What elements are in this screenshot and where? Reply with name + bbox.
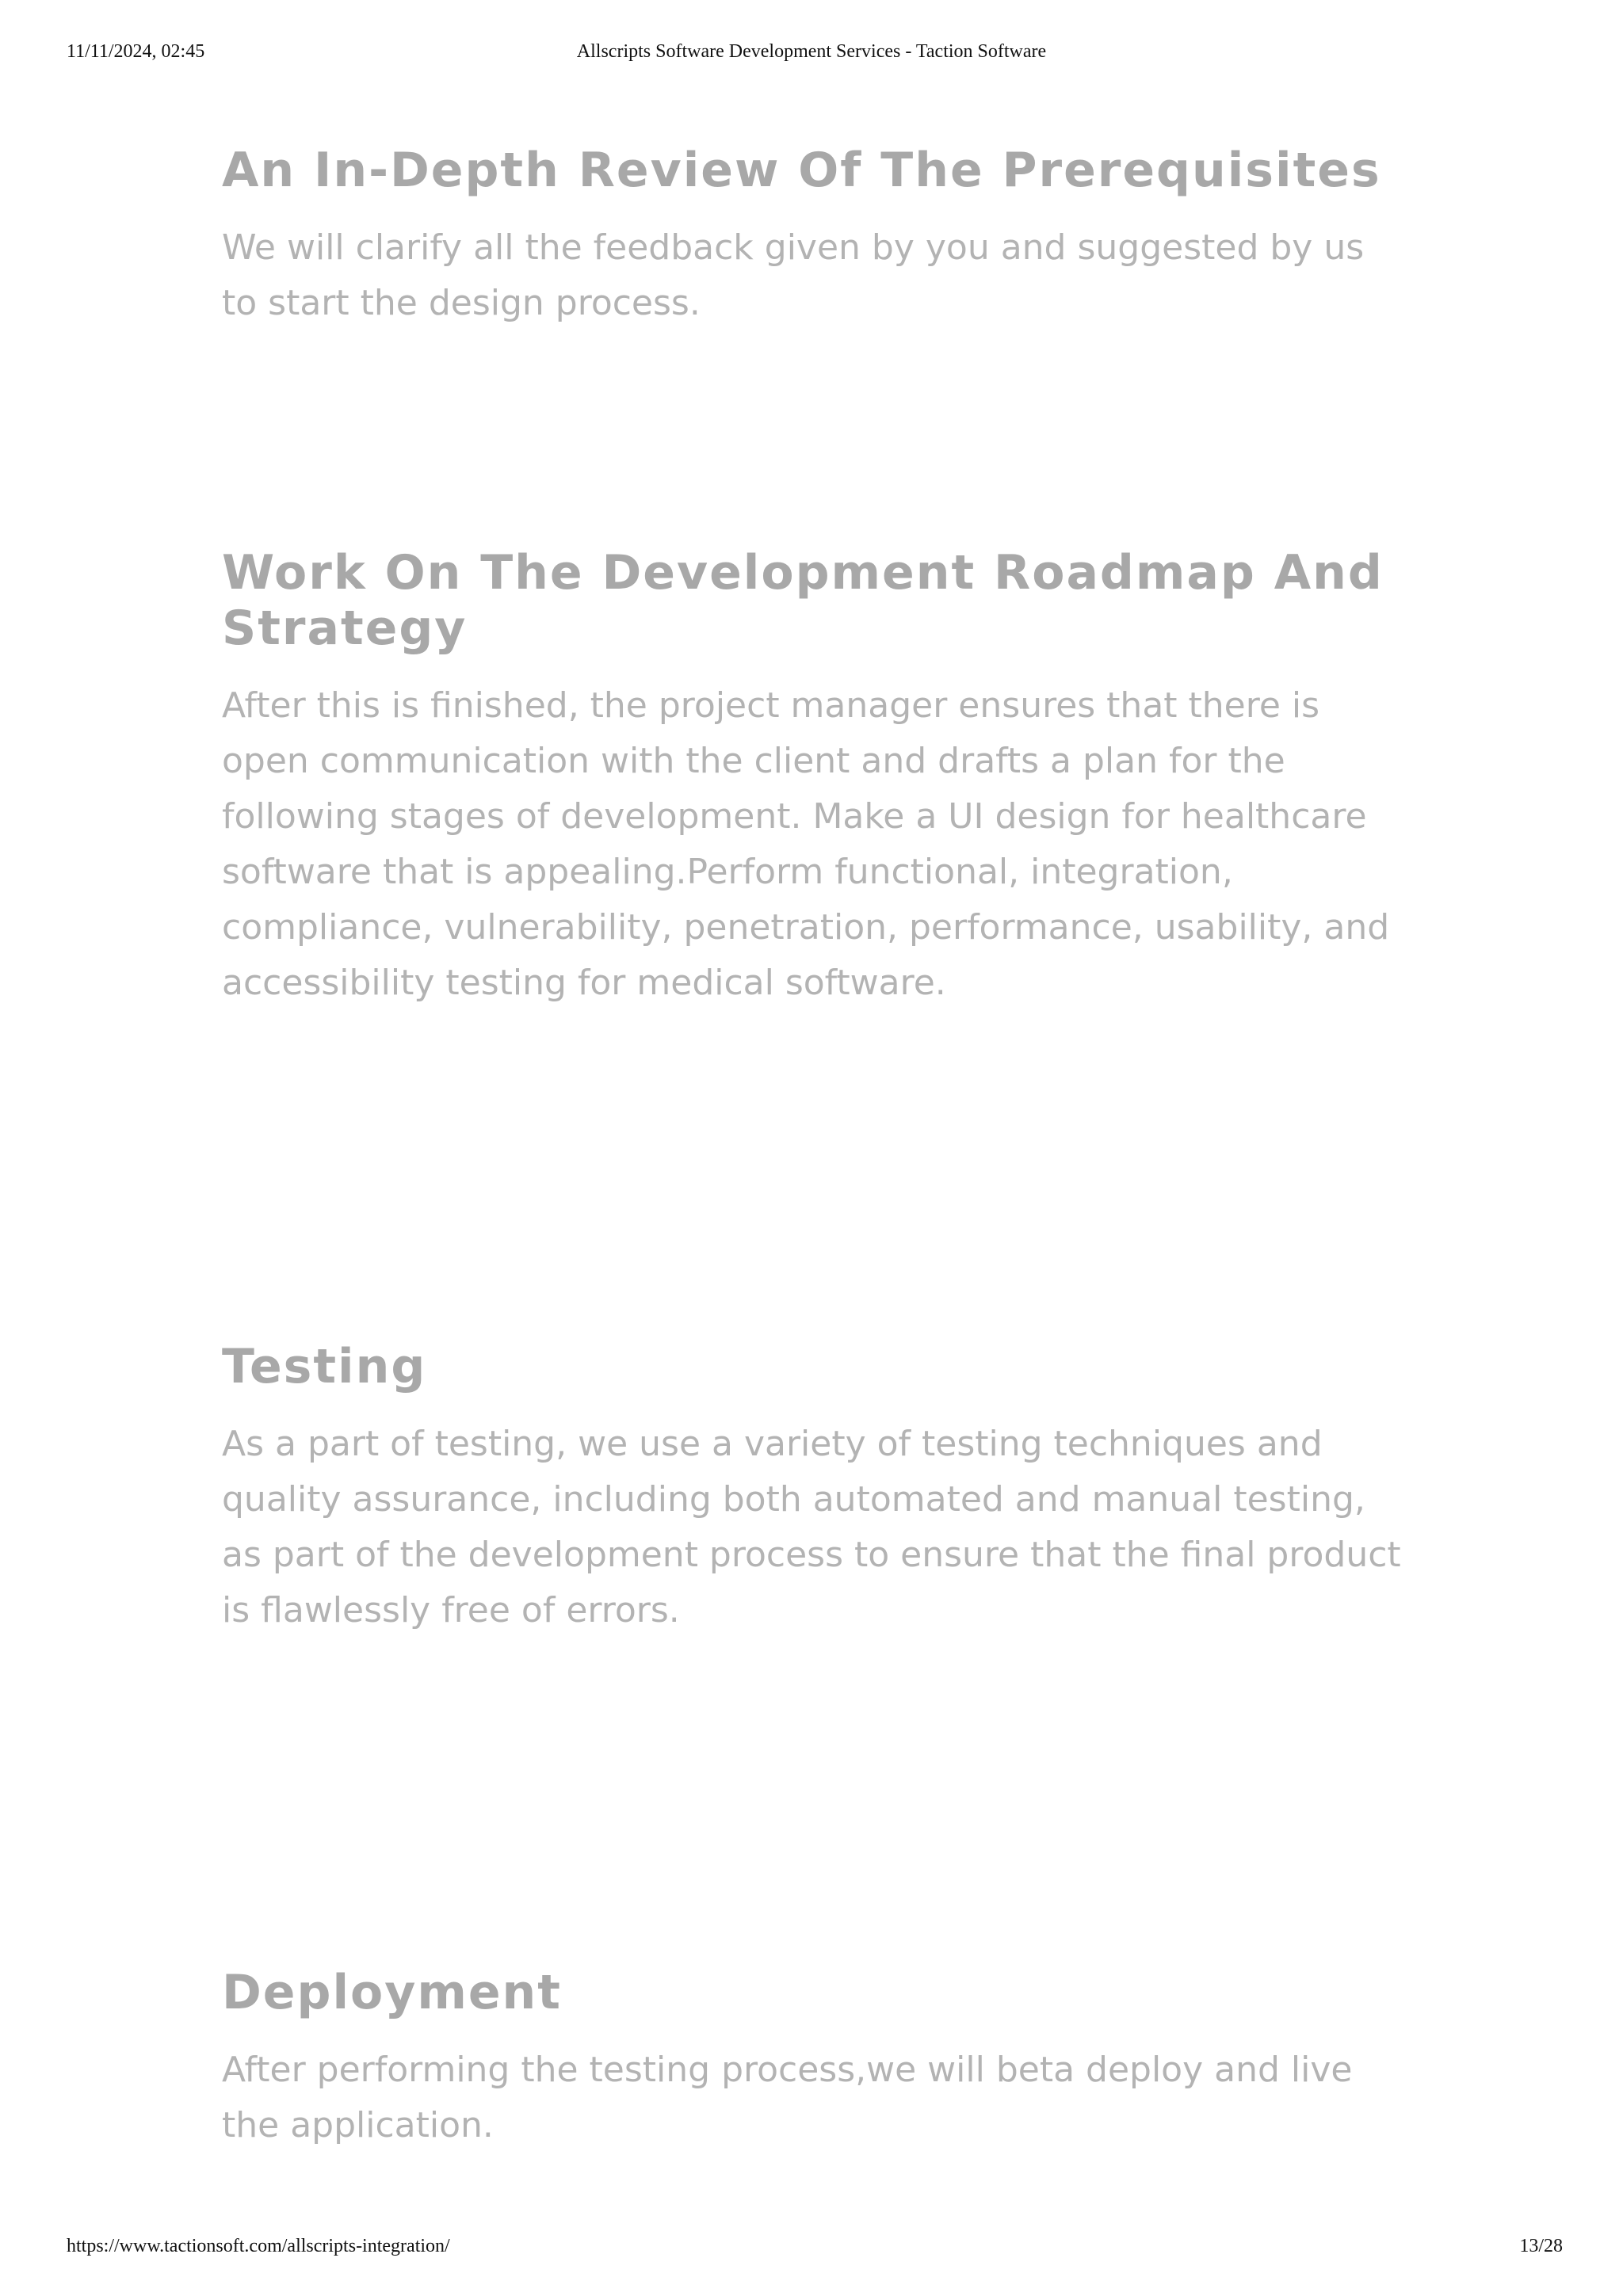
print-header (0, 41, 1623, 70)
section-body: We will clarify all the feedback given by you and suggested by us to start the design process. (222, 227, 1365, 323)
print-footer (0, 2236, 1623, 2264)
section-deployment (222, 1965, 1411, 2153)
section-heading: Work On The Development Roadmap And Strategy (222, 545, 1384, 656)
section-body: As a part of testing, we use a variety of testing techniques and quality assurance, including both automated and manual testing, as part of the development process to ensure that the final product is flawlessly free of errors. (222, 1424, 1401, 1630)
section-heading: An In-Depth Review Of The Prerequisites (222, 143, 1381, 198)
section-heading: Testing (222, 1339, 427, 1394)
section-testing (222, 1339, 1411, 1638)
print-page-number: 13/28 (1519, 2236, 1563, 2256)
section-heading: Deployment (222, 1965, 562, 2020)
section-prerequisites-review (222, 143, 1411, 331)
print-document-title: Allscripts Software Development Services - Taction Software (576, 41, 1047, 62)
print-page-url: https://www.tactionsoft.com/allscripts-integration/ (67, 2236, 450, 2256)
section-development-roadmap (222, 545, 1411, 1011)
print-datetime: 11/11/2024, 02:45 (67, 41, 205, 62)
section-body: After this is finished, the project manager ensures that there is open communication with the client and drafts a plan for the following stages of development. Make a UI design for healthcare software that is appealing.Perform functional, integration, compliance, vulnerability, penetration, performance, usability, and accessibility testing for medical software. (222, 685, 1390, 1003)
section-body: After performing the testing process,we will beta deploy and live the application. (222, 2050, 1353, 2145)
